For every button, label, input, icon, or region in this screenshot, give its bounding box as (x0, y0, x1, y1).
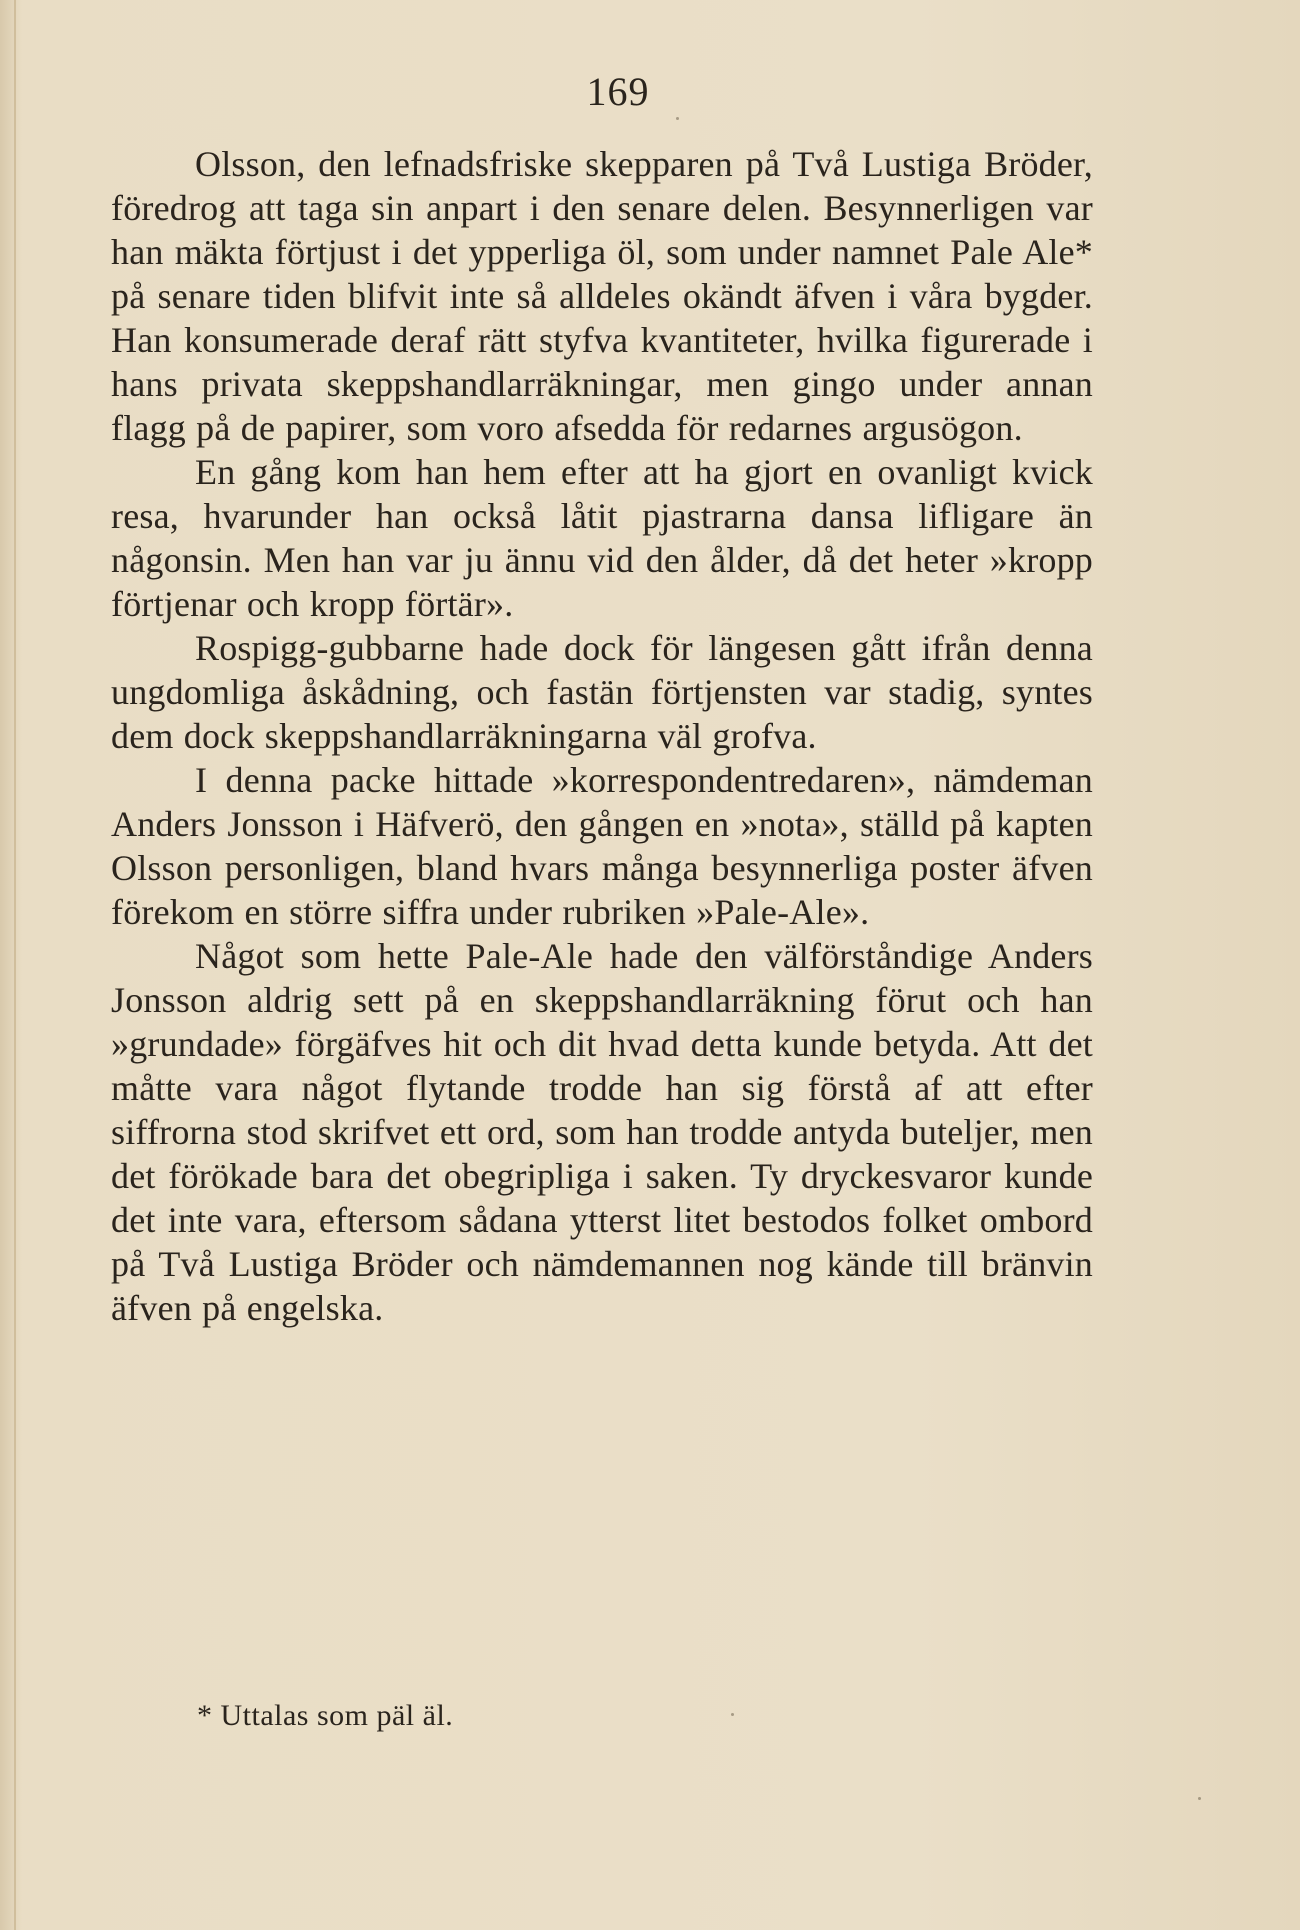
body-text (111, 142, 1093, 1330)
paragraph-5: Något som hette Pale-Ale hade den välförståndige Anders Jonsson aldrig sett på en skeppshandlarräkning förut och han »grundade» förgäfves hit och dit hvad detta kunde betyda. Att det måtte vara något flytande trodde han sig förstå af att efter siffrorna stod skrifvet ett ord, som han trodde antyda buteljer, men det förökade bara det obegripliga i saken. Ty dryckesvaror kunde det inte vara, eftersom sådana ytterst litet bestodos folket ombord på Två Lustiga Bröder och nämdemannen nog kände till bränvin äfven på engelska. (111, 936, 1093, 1328)
page-number: 169 (586, 69, 650, 114)
paragraph-4: I denna packe hittade »korrespondentredaren», nämdeman Anders Jonsson i Häfverö, den gången en »nota», ställd på kapten Olsson personligen, bland hvars många besynnerliga poster äfven förekom en större siffra under rubriken »Pale-Ale». (111, 760, 1093, 932)
paragraph-1: Olsson, den lefnadsfriske skepparen på Två Lustiga Bröder, föredrog att taga sin anpart i den senare delen. Besynnerligen var han mäkta förtjust i det ypperliga öl, som under namnet Pale Ale* på senare tiden blifvit inte så alldeles okändt äfven i våra bygder. Han konsumerade deraf rätt styfva kvantiteter, hvilka figurerade i hans privata skeppshandlarräkningar, men gingo under annan flagg på de papirer, som voro afsedda för redarnes argusögon. (111, 144, 1093, 448)
paragraph-2: En gång kom han hem efter att ha gjort en ovanligt kvick resa, hvarunder han också låtit pjastrarna dansa lifligare än någonsin. Men han var ju ännu vid den ålder, då det heter »kropp förtjenar och kropp förtär». (111, 452, 1093, 624)
footnote: * Uttalas som päl äl. (197, 1699, 454, 1732)
paper-speck (731, 1713, 734, 1716)
paragraph-3: Rospigg-gubbarne hade dock för längesen gått ifrån denna ungdomliga åskådning, och fastän förtjensten var stadig, syntes dem dock skeppshandlarräkningarna väl grofva. (111, 628, 1093, 756)
paper-speck (1198, 1797, 1201, 1800)
paper-speck (676, 117, 679, 120)
